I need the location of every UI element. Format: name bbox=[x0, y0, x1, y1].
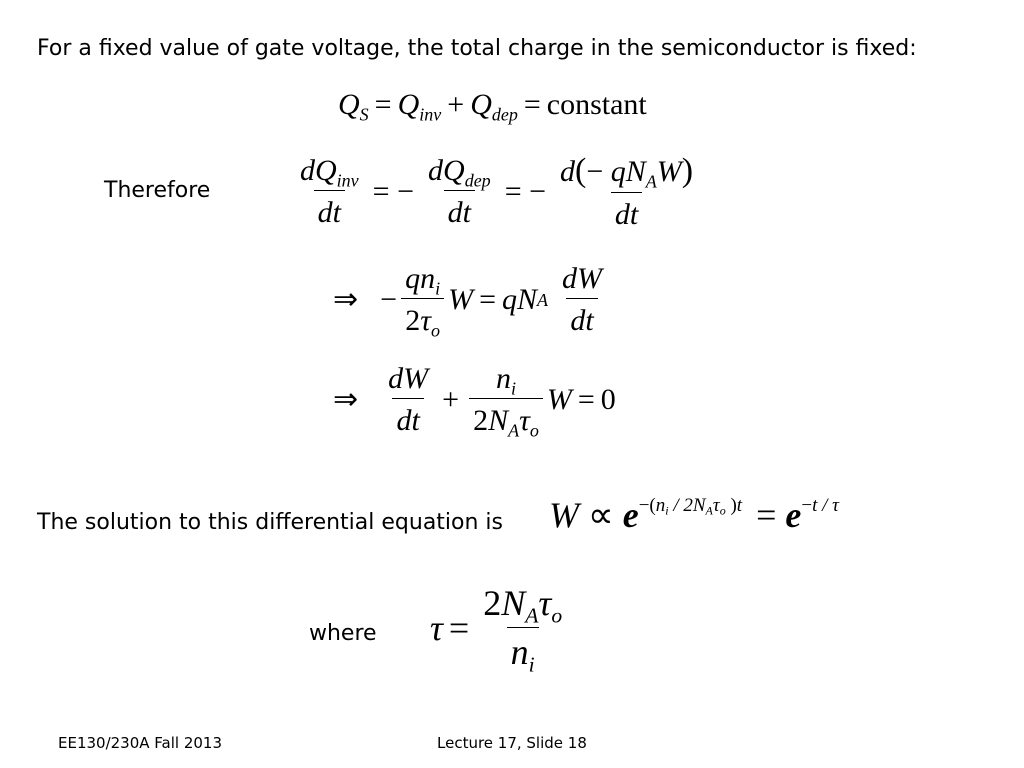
step2-equation: ⇒ $\frac{dW}{dt}$ + $\frac{n_i}{2N_A\tau_o}$ W = 0 bbox=[333, 362, 616, 441]
footer-lecture: Lecture 17, Slide 18 bbox=[437, 734, 587, 752]
intro-text: For a fixed value of gate voltage, the total charge in the semiconductor is fixed: bbox=[37, 36, 917, 61]
charge-equation: $Q_S = Q_{inv} + Q_{dep}$ = constant bbox=[338, 88, 647, 125]
tau-equation: τ = $\frac{2N_A\tau_o}{n_i}$ bbox=[430, 583, 563, 677]
solution-equation: $W \propto e^{-(ni / 2NA\tau o )t} = e^{-t / \tau}$ bbox=[549, 495, 839, 535]
where-label: where bbox=[309, 621, 377, 646]
step1-equation: ⇒ − $\frac{qn_i}{2\tau_o}$ W = qN A $\frac{dW}{dt}$ bbox=[333, 262, 603, 341]
solution-text: The solution to this differential equation is bbox=[37, 510, 504, 535]
footer-course: EE130/230A Fall 2013 bbox=[58, 734, 223, 752]
therefore-label: Therefore bbox=[104, 178, 211, 203]
derivative-equation: $\frac{dQ_{inv}}{dt}$ = − $\frac{dQ_{dep}}{dt}$ = − $\frac{d(- qN_AW)}{dt}$ bbox=[300, 152, 694, 232]
